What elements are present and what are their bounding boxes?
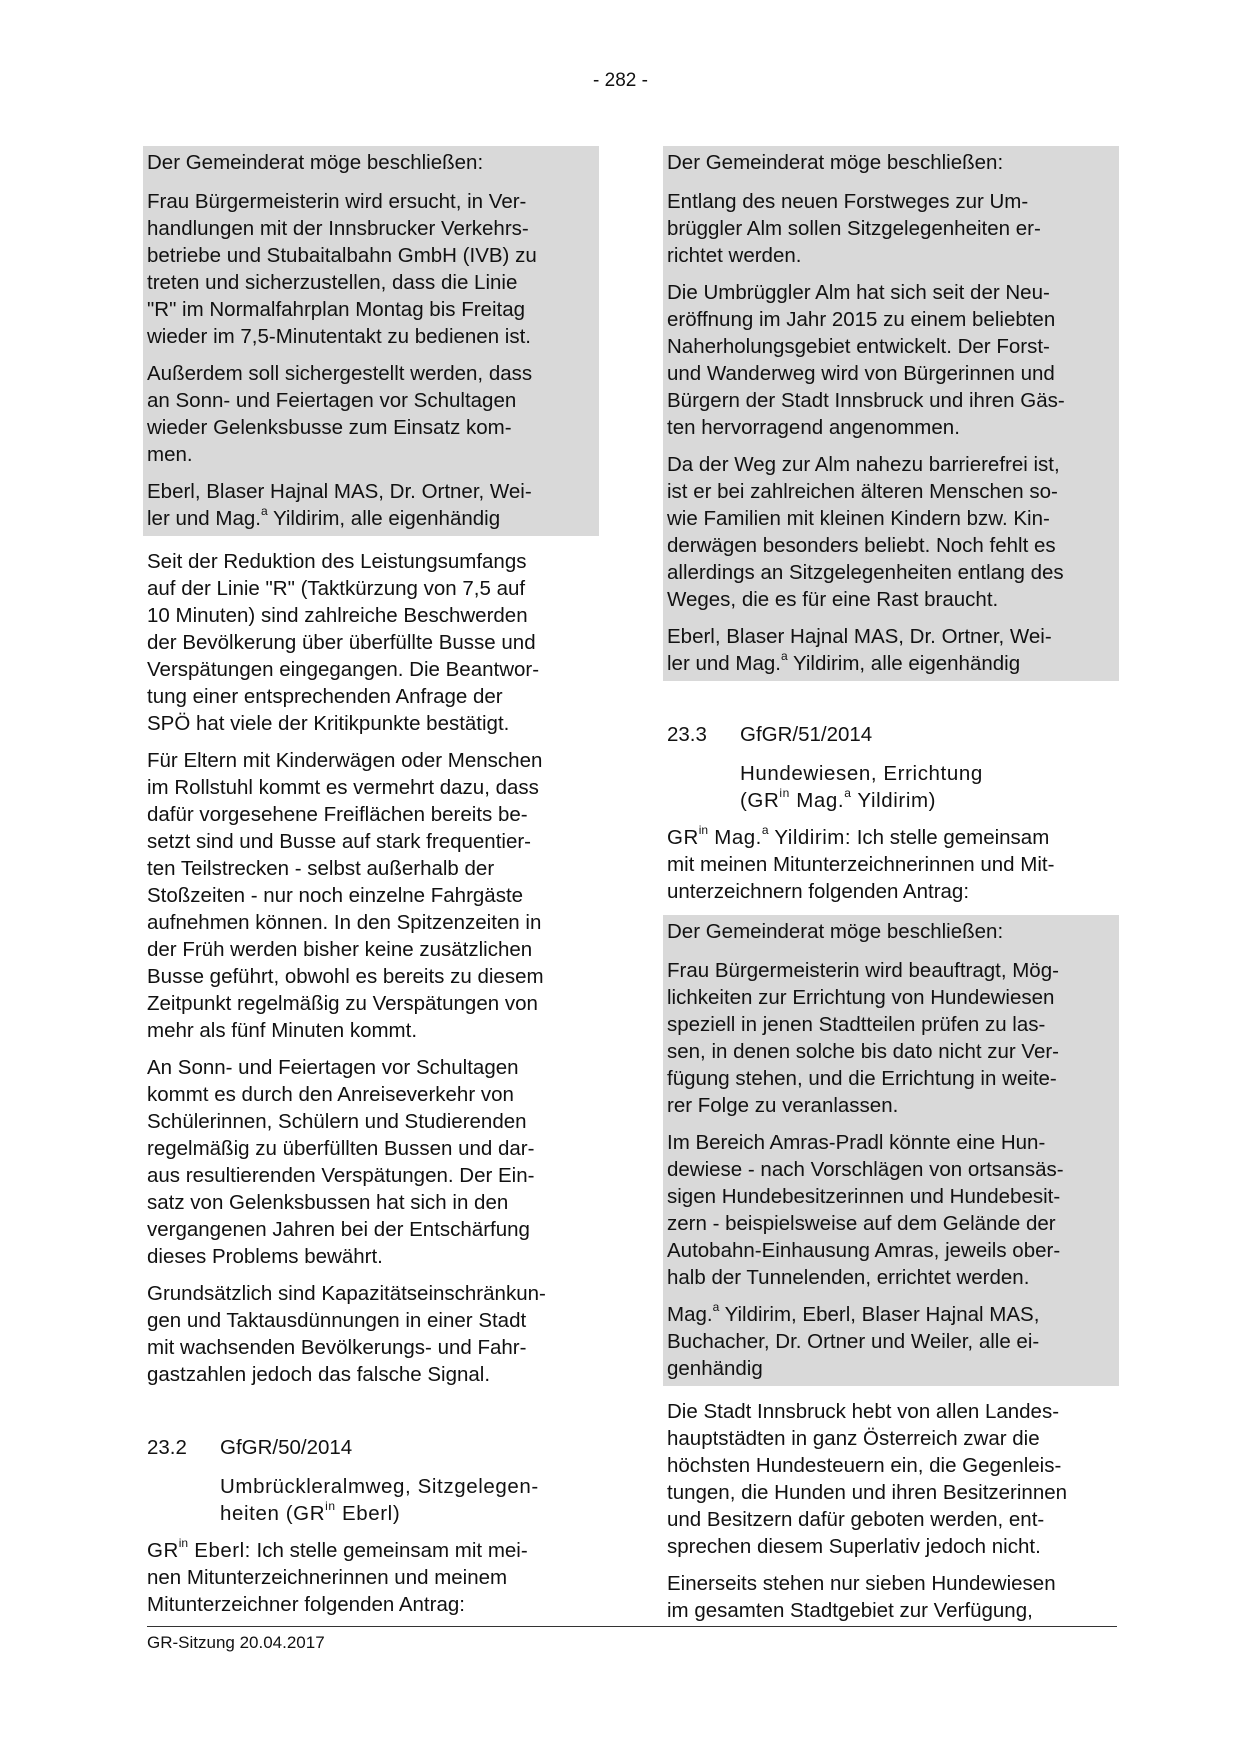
motion-paragraph: Frau Bürgermeisterin wird ersucht, in Ver- handlungen mit der Innsbrucker Verkehrs- betriebe und Stubaitalbahn GmbH (IVB) zu treten und sicherzustellen, dass die Linie "R" im Normalfahrplan Montag bis Freitag wieder im 7,5-Minutentakt zu bedienen ist. [147, 190, 537, 348]
body-paragraph: Für Eltern mit Kinderwägen oder Menschen im Rollstuhl kommt es vermehrt dazu, dass dafür vorgesehene Freiflächen bereits be- setzt sind und Busse auf stark frequentier- ten Teilstrecken - selbst außerhalb der Stoßzeiten - nur noch einzelne Fahrgäste aufnehmen können. In den Spitzenzeiten in der Früh werden bisher keine zusätzlichen Busse geführt, obwohl es bereits zu diesem Zeitpunkt regelmäßig zu Verspätungen von mehr als fünf Minuten kommt. [147, 749, 544, 1042]
agenda-item-number: 23.2 [147, 1436, 187, 1459]
body-paragraph: Die Stadt Innsbruck hebt von allen Landes- hauptstädten in ganz Österreich zwar die höchsten Hundesteuern ein, die Gegenleis- tungen, die Hunden und ihren Besitzerinnen und Besitzern dafür geboten werden, ent- sprechen diesem Superlativ jedoch nicht. [667, 1400, 1068, 1558]
motion-signatures: Mag.$^a$ Yildirim, Eberl, Blaser Hajnal MAS, Buchacher, Dr. Ortner und Weiler, alle ei- genhändig [667, 1300, 1040, 1380]
left-column [147, 146, 595, 1628]
speaker-statement: $GR^{in}$ Mag.$^a$ Yildirim: Ich stelle gemeinsam mit meinen Mitunterzeichnerinnen und Mit- unterzeichnern folgenden Antrag: [667, 823, 1055, 903]
motion-paragraph: Außerdem soll sichergestellt werden, dass an Sonn- und Feiertagen vor Schultagen wieder Gelenksbusse zum Einsatz kom- men. [147, 362, 533, 466]
motion-heading: Der Gemeinderat möge beschließen: [667, 151, 1004, 174]
motion-box [663, 146, 1119, 681]
motion-paragraph: Entlang des neuen Forstweges zur Um- brüggler Alm sollen Sitzgelegenheiten er- richtet werden. [667, 190, 1041, 267]
agenda-item-number: 23.3 [667, 723, 707, 746]
agenda-item-code: GfGR/51/2014 [740, 723, 873, 746]
agenda-item-title: Umbrückleralmweg, Sitzgelegen- heiten ($GR^{in}$ Eberl) [220, 1475, 539, 1525]
speaker-statement: $GR^{in}$ Eberl: Ich stelle gemeinsam mit mei- nen Mitunterzeichnerinnen und meinem Mitunterzeichner folgenden Antrag: [147, 1536, 528, 1616]
motion-paragraph: Die Umbrüggler Alm hat sich seit der Neu- eröffnung im Jahr 2015 zu einem beliebten Naherholungsgebiet entwickelt. Der Forst- und Wanderweg wird von Bürgerinnen und Bürgern der Stadt Innsbruck und ihren Gäs- ten hervorragend angenommen. [667, 281, 1065, 439]
motion-signatures: Eberl, Blaser Hajnal MAS, Dr. Ortner, Wei- ler und Mag.$^a$ Yildirim, alle eigenhändig [667, 625, 1052, 675]
motion-box [143, 146, 599, 536]
motion-box [663, 915, 1119, 1386]
body-paragraph: Grundsätzlich sind Kapazitätseinschränkun- gen und Taktausdünnungen in einer Stadt mit wachsenden Bevölkerungs- und Fahr- gastzahlen jedoch das falsche Signal. [147, 1282, 546, 1386]
motion-paragraph: Da der Weg zur Alm nahezu barrierefrei ist, ist er bei zahlreichen älteren Menschen so- wie Familien mit kleinen Kindern bzw. Kin- derwägen besonders beliebt. Noch fehlt es allerdings an Sitzgelegenheiten entlang des Weges, die es für eine Rast braucht. [667, 453, 1064, 611]
agenda-item-heading [147, 1434, 595, 1527]
agenda-item-heading [667, 721, 1115, 814]
body-paragraph: Einerseits stehen nur sieben Hundewiesen im gesamten Stadtgebiet zur Verfügung, [667, 1572, 1056, 1622]
motion-signatures: Eberl, Blaser Hajnal MAS, Dr. Ortner, Wei- ler und Mag.$^a$ Yildirim, alle eigenhändig [147, 480, 532, 530]
footer-session-date: GR-Sitzung 20.04.2017 [147, 1633, 325, 1652]
page-number: - 282 - [593, 70, 648, 91]
body-paragraph: An Sonn- und Feiertagen vor Schultagen kommt es durch den Anreiseverkehr von Schülerinnen, Schülern und Studierenden regelmäßig zu überfüllten Bussen und dar- aus resultierenden Verspätungen. Der Ein- satz von Gelenksbussen hat sich in den vergangenen Jahren bei der Entschärfung dieses Problems bewährt. [147, 1056, 535, 1268]
footer-divider [147, 1626, 1117, 1627]
motion-heading: Der Gemeinderat möge beschließen: [667, 920, 1004, 943]
motion-heading: Der Gemeinderat möge beschließen: [147, 151, 484, 174]
body-paragraph: Seit der Reduktion des Leistungsumfangs auf der Linie "R" (Taktkürzung von 7,5 auf 10 Minuten) sind zahlreiche Beschwerden der Bevölkerung über überfüllte Busse und Verspätungen eingegangen. Die Beantwor- tung einer entsprechenden Anfrage der SPÖ hat viele der Kritikpunkte bestätigt. [147, 550, 540, 735]
right-column [667, 146, 1115, 1634]
agenda-item-code: GfGR/50/2014 [220, 1436, 353, 1459]
motion-paragraph: Frau Bürgermeisterin wird beauftragt, Mög- lichkeiten zur Errichtung von Hundewiesen speziell in jenen Stadtteilen prüfen zu las- sen, in denen solche bis dato nicht zur Ver- fügung stehen, und die Errichtung in weite- rer Folge zu veranlassen. [667, 959, 1060, 1117]
agenda-item-title: Hundewiesen, Errichtung ($GR^{in}$ Mag.$^a$ Yildirim) [740, 762, 983, 812]
motion-paragraph: Im Bereich Amras-Pradl könnte eine Hun- dewiese - nach Vorschlägen von ortsansäs- sigen Hundebesitzerinnen und Hundebesit- zern - beispielsweise auf dem Gelände der Autobahn-Einhausung Amras, jeweils ober- halb der Tunnelenden, errichtet werden. [667, 1131, 1064, 1289]
